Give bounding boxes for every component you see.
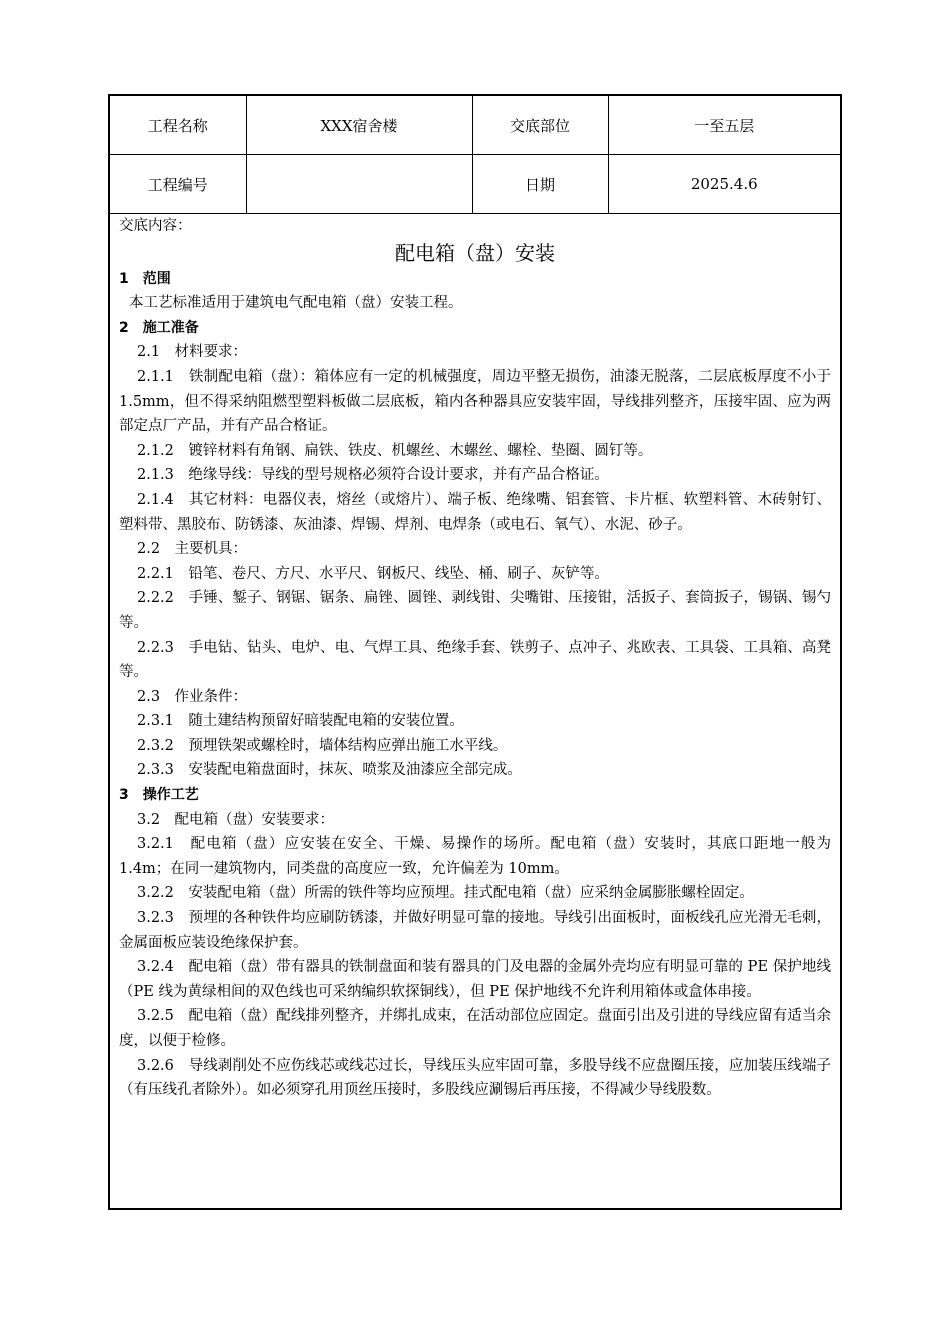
paragraph: 2.3.1 随土建结构预留好暗装配电箱的安装位置。 bbox=[137, 713, 464, 730]
paragraph: 2.1.3 绝缘导线：导线的型号规格必须符合设计要求，并有产品合格证。 bbox=[137, 467, 609, 484]
section-heading: 3 操作工艺 bbox=[119, 787, 199, 804]
paragraph: 2.3.2 预埋铁架或螺栓时，墙体结构应弹出施工水平线。 bbox=[137, 737, 508, 754]
paragraph: 2.3.3 安装配电箱盘面时，抹灰、喷浆及油漆应全部完成。 bbox=[137, 762, 522, 779]
content-intro: 交底内容： bbox=[119, 218, 192, 234]
paragraph: 3.2.1 配电箱（盘）应安装在安全、干燥、易操作的场所。配电箱（盘）安装时，其底口距地一般为 1.4m；在同一建筑物内，同类盘的高度应一致，允许偏差为 10mm。 bbox=[119, 836, 831, 877]
paragraph: 2.1.2 镀锌材料有角钢、扁铁、铁皮、机螺丝、木螺丝、螺栓、垫圈、圆钉等。 bbox=[137, 442, 653, 459]
project-no-value bbox=[246, 155, 472, 214]
paragraph: 2.1.4 其它材料：电器仪表，熔丝（或熔片）、端子板、绝缘嘴、铝套管、卡片框、软塑料管、木砖射钉、塑料带、黑胶布、防锈漆、灰油漆、焊锡、焊剂、电焊条（或电石、氧气）、水泥、砂子。 bbox=[119, 491, 831, 533]
section-heading: 2 施工准备 bbox=[119, 319, 199, 336]
date-label: 日期 bbox=[472, 155, 608, 214]
paragraph: 2.1.1 铁制配电箱（盘）：箱体应有一定的机械强度，周边平整无损伤，油漆无脱落，二层底板厚度不小于 1.5mm，但不得采纳阻燃型塑料板做二层底板，箱内各种器具应安装牢固，导线排列整齐，压接牢固、应为两部定点厂产品，并有产品合格证。 bbox=[119, 368, 831, 435]
header-table bbox=[110, 96, 840, 214]
paragraph: 3.2.3 预埋的各种铁件均应刷防锈漆，并做好明显可靠的接地。导线引出面板时，面板线孔应光滑无毛刺，金属面板应装设绝缘保护套。 bbox=[119, 910, 831, 951]
section-heading: 1 范围 bbox=[119, 270, 171, 287]
paragraph: 2.2.3 手电钻、钻头、电炉、电、气焊工具、绝缘手套、铁剪子、点冲子、兆欧表、工具袋、工具箱、高凳等。 bbox=[119, 639, 831, 681]
subsection-heading: 2.1 材料要求： bbox=[137, 344, 248, 361]
paragraph: 3.2.2 安装配电箱（盘）所需的铁件等均应预埋。挂式配电箱（盘）应采纳金属膨胀螺栓固定。 bbox=[137, 885, 754, 902]
document-title: 配电箱（盘）安装 bbox=[395, 240, 555, 265]
paragraph: 2.2.2 手锤、錾子、钢锯、锯条、扁锉、圆锉、剥线钳、尖嘴钳、压接钳，活扳子、套筒扳子，锡锅、锡勺等。 bbox=[119, 590, 831, 631]
project-no-label: 工程编号 bbox=[110, 155, 246, 214]
subsection-heading: 3.2 配电箱（盘）安装要求： bbox=[137, 811, 335, 828]
project-name-value: XXX宿舍楼 bbox=[246, 96, 472, 155]
header-row bbox=[110, 96, 840, 155]
paragraph: 3.2.4 配电箱（盘）带有器具的铁制盘面和装有器具的门及电器的金属外壳均应有明显可靠的 PE 保护地线（PE 线为黄绿相间的双色线也可采纳编织软探铜线），但 PE 保护地线不允许利用箱体或盒体串接。 bbox=[119, 959, 831, 1000]
location-label: 交底部位 bbox=[472, 96, 608, 155]
project-name-label: 工程名称 bbox=[110, 96, 246, 155]
paragraph: 3.2.6 导线剥削处不应伤线芯或线芯过长，导线压头应牢固可靠，多股导线不应盘圈压接，应加装压线端子（有压线孔者除外）。如必须穿孔用顶丝压接时，多股线应涮锡后再压接，不得减少导线股数。 bbox=[119, 1057, 831, 1099]
disclosure-form bbox=[108, 94, 842, 1210]
paragraph: 2.2.1 铅笔、卷尺、方尺、水平尺、钢板尺、线坠、桶、刷子、灰铲等。 bbox=[137, 565, 609, 582]
paragraph: 3.2.5 配电箱（盘）配线排列整齐，并绑扎成束，在活动部位应固定。盘面引出及引进的导线应留有适当余度，以便于检修。 bbox=[119, 1008, 831, 1049]
subsection-heading: 2.3 作业条件： bbox=[137, 688, 248, 705]
header-row bbox=[110, 155, 840, 214]
disclosure-content bbox=[110, 214, 840, 1103]
paragraph: 本工艺标准适用于建筑电气配电箱（盘）安装工程。 bbox=[129, 295, 463, 312]
subsection-heading: 2.2 主要机具： bbox=[137, 541, 248, 558]
date-value: 2025.4.6 bbox=[608, 155, 840, 214]
location-value: 一至五层 bbox=[608, 96, 840, 155]
